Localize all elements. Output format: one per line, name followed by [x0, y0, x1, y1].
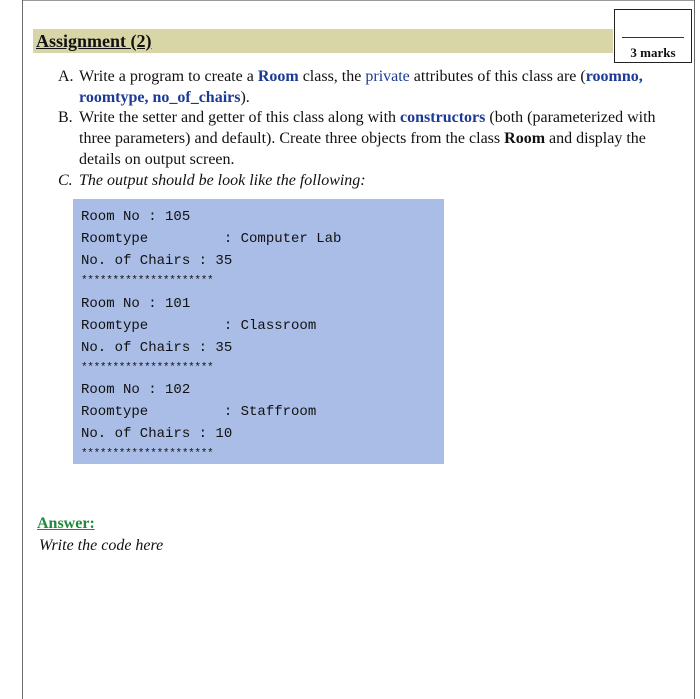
answer-placeholder-text: Write the code here — [39, 537, 164, 554]
marks-divider — [622, 37, 684, 38]
console-line: Roomtype : Classroom — [81, 318, 317, 334]
text-run: roomno, roomtype, no_of_chairs — [79, 68, 643, 106]
console-separator: ********************* — [81, 362, 214, 374]
question-item-b — [58, 107, 688, 170]
question-item-c — [58, 170, 688, 191]
console-separator: ********************* — [81, 275, 214, 287]
text-run: The output should be look like the following: — [79, 172, 366, 189]
question-item-a — [58, 66, 688, 108]
text-run: (both (parameterized with three parameters) and default). Create three objects from the class — [79, 109, 656, 147]
text-run: constructors — [400, 109, 486, 126]
item-text — [79, 170, 688, 191]
text-run: Room — [257, 68, 299, 85]
marks-box — [614, 9, 692, 63]
console-line: No. of Chairs : 35 — [81, 253, 233, 269]
console-line: Room No : 101 — [81, 296, 191, 312]
console-line: No. of Chairs : 10 — [81, 426, 233, 442]
console-line: Roomtype : Staffroom — [81, 404, 317, 420]
item-label: C. — [58, 172, 73, 189]
text-run: Room — [504, 130, 546, 147]
text-run: and display the details on output screen. — [79, 130, 646, 168]
answer-label: Answer: — [37, 515, 95, 532]
console-line: Roomtype : Computer Lab — [81, 231, 342, 247]
item-label: A. — [58, 68, 74, 85]
text-run: private — [365, 68, 410, 85]
item-label: B. — [58, 109, 73, 126]
sample-output-console — [73, 199, 444, 464]
text-run: Write the setter and getter of this class along with — [79, 109, 401, 126]
item-text — [79, 107, 688, 170]
console-line: Room No : 102 — [81, 382, 191, 398]
console-line: Room No : 105 — [81, 209, 191, 225]
text-run: class, the — [298, 68, 366, 85]
text-run: ). — [240, 89, 250, 106]
text-run: attributes of this class are ( — [409, 68, 586, 85]
console-separator: ********************* — [81, 448, 214, 460]
console-line: No. of Chairs : 35 — [81, 340, 233, 356]
assignment-title: Assignment (2) — [36, 31, 152, 51]
item-text — [79, 66, 688, 108]
text-run: Write a program to create a — [79, 68, 258, 85]
marks-label: 3 marks — [630, 45, 676, 60]
